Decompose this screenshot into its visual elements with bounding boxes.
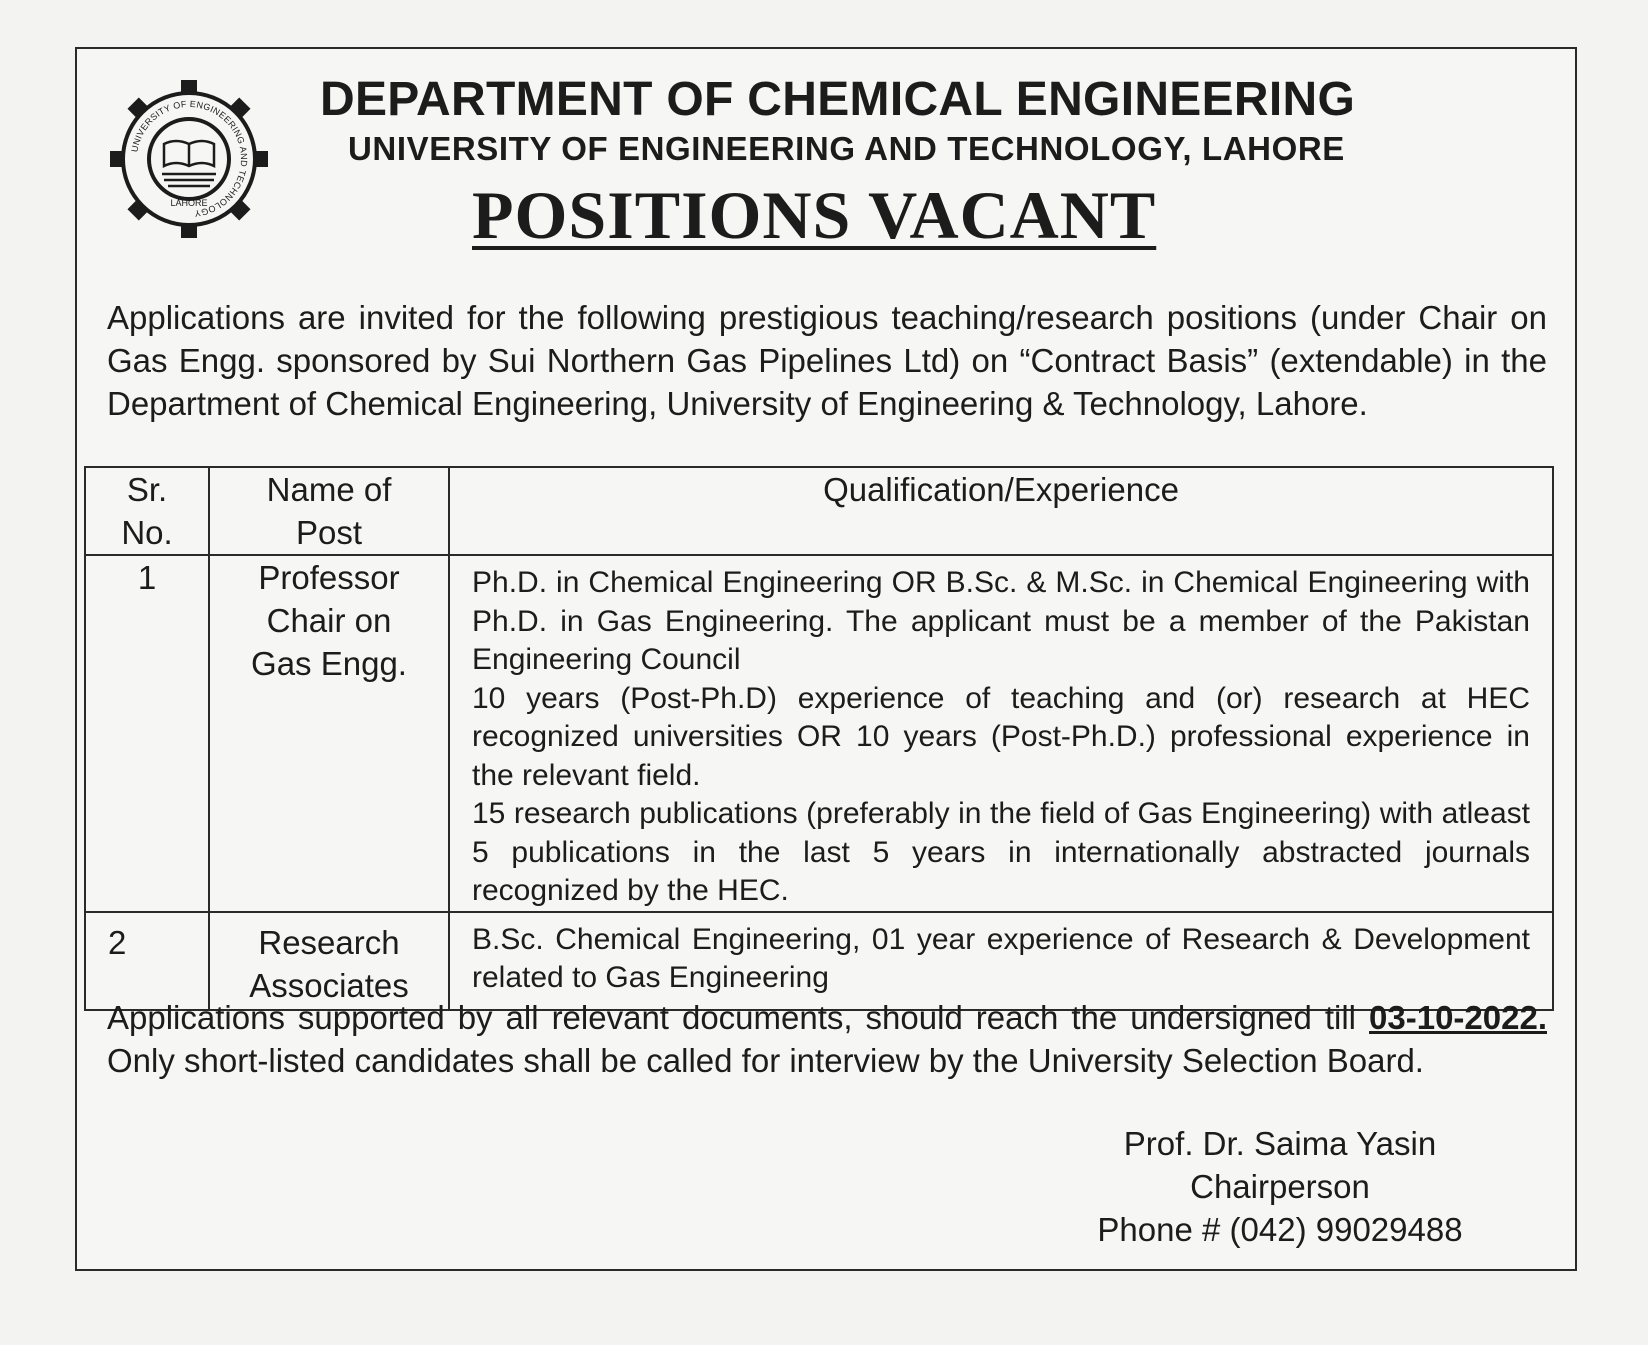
qualification-item: Ph.D. in Chemical Engineering OR B.Sc. & M.Sc. in Chemical Engineering with Ph.D. in Gas Engineering. The applicant must be a member of the Pakistan Engineering Council — [472, 566, 1530, 676]
table-row — [85, 912, 1553, 1010]
logo-city-text: LAHORE — [170, 198, 208, 208]
post-line: Professor — [258, 559, 400, 596]
table-row — [85, 555, 1553, 912]
header-sr-line2: No. — [121, 514, 173, 551]
header-qualification: Qualification/Experience — [449, 467, 1553, 555]
header-post-line2: Post — [295, 514, 363, 551]
row-sr: 2 — [85, 912, 209, 1010]
qualification-item: 10 years (Post-Ph.D) experience of teaching and (or) research at HEC recognized universities OR 10 years (Post-Ph.D.) professional experience in the relevant field. — [472, 681, 1530, 792]
uet-logo — [104, 74, 274, 244]
header-sr-line1: Sr. — [126, 471, 168, 508]
closing-text-end: Only short-listed candidates shall be called for interview by the University Selection Board. — [107, 1042, 1424, 1079]
row-qualification — [449, 555, 1553, 912]
closing-text-start: Applications supported by all relevant documents, should reach the undersigned till — [107, 999, 1370, 1036]
header-sr-no — [85, 467, 209, 555]
signatory-name: Prof. Dr. Saima Yasin — [1123, 1125, 1437, 1162]
book-icon — [162, 141, 216, 186]
signatory-designation: Chairperson — [1190, 1168, 1370, 1205]
positions-table — [84, 466, 1554, 1011]
post-line: Research — [258, 923, 400, 961]
row-qualification — [449, 912, 1553, 1010]
row-post — [209, 555, 449, 912]
closing-paragraph — [107, 996, 1547, 1082]
qualification-item: B.Sc. Chemical Engineering, 01 year experience of Research & Development related to Gas Engineering — [472, 922, 1530, 994]
header-post-name — [209, 467, 449, 555]
header-post-line1: Name of — [266, 471, 392, 508]
logo-ring-text: UNIVERSITY OF ENGINEERING AND TECHNOLOGY — [129, 98, 250, 219]
intro-paragraph: Applications are invited for the following prestigious teaching/research positions (under Chair on Gas Engg. sponsored by Sui Northern Gas Pipelines Ltd) on “Contract Basis” (extendable) in the Department of Chemical Engineering, University of Engineering & Technology, Lahore. — [107, 299, 1547, 422]
contact-phone: Phone # (042) 99029488 — [1097, 1211, 1463, 1248]
post-line: Chair on — [266, 602, 392, 639]
post-line: Gas Engg. — [251, 645, 407, 682]
department-heading: DEPARTMENT OF CHEMICAL ENGINEERING — [320, 73, 1356, 126]
post-line: Associates — [249, 966, 409, 1004]
page-title: POSITIONS VACANT — [472, 177, 1157, 253]
row-sr: 1 — [85, 555, 209, 912]
deadline-date: 03-10-2022. — [1369, 999, 1547, 1036]
row-post — [209, 912, 449, 1010]
university-heading: UNIVERSITY OF ENGINEERING AND TECHNOLOGY, LAHORE — [348, 130, 1345, 167]
signature-block — [1040, 1122, 1520, 1251]
table-header-row — [85, 467, 1553, 555]
qualification-item: 15 research publications (preferably in the field of Gas Engineering) with atleast 5 publications in the last 5 years in internationally abstracted journals recognized by the HEC. — [472, 797, 1530, 907]
